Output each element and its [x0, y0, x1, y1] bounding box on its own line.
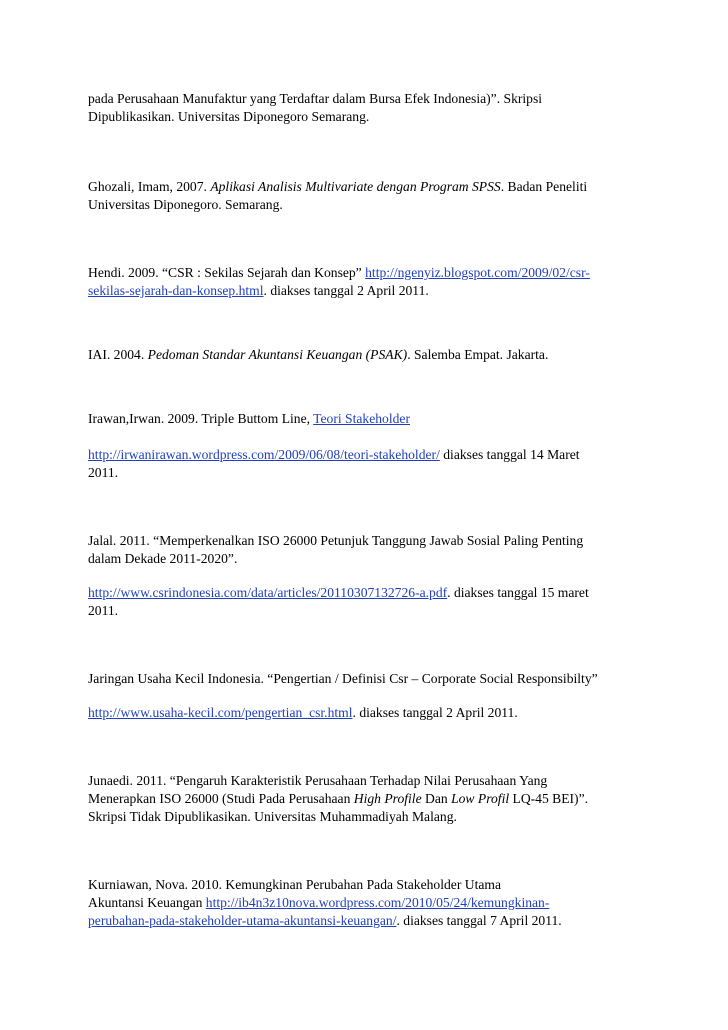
reference-text-line: pada Perusahaan Manufaktur yang Terdaftar dalam Bursa Efek Indonesia)”. Skripsi [88, 91, 543, 106]
reference-title: Aplikasi Analisis Multivariate dengan Program SPSS [210, 179, 501, 194]
reference-text-line: Jalal. 2011. “Memperkenalkan ISO 26000 Petunjuk Tanggung Jawab Sosial Paling Penting [88, 533, 584, 548]
reference-url-link[interactable]: perubahan-pada-stakeholder-utama-akuntansi-keuangan/ [88, 913, 397, 928]
reference-access-date: diakses tanggal 14 Maret [439, 447, 580, 462]
reference-italic-term: High Profile [353, 791, 422, 806]
reference-author: Ghozali, Imam, 2007. [88, 179, 211, 194]
reference-text-line: Universitas Diponegoro. Semarang. [88, 197, 283, 212]
reference-author: Hendi. 2009. “CSR : Sekilas Sejarah dan Konsep” [88, 265, 366, 280]
reference-text-segment: Dan [421, 791, 452, 806]
reference-author: Irawan,Irwan. 2009. Triple Buttom Line, [88, 411, 314, 426]
reference-text-line [88, 178, 587, 196]
reference-text-line [88, 446, 580, 464]
reference-url-link[interactable]: http://ngenyiz.blogspot.com/2009/02/csr- [365, 265, 590, 280]
reference-title: Pedoman Standar Akuntansi Keuangan (PSAK) [147, 347, 408, 362]
reference-text-line: Kurniawan, Nova. 2010. Kemungkinan Perubahan Pada Stakeholder Utama [88, 877, 501, 892]
reference-text-segment: Menerapkan ISO 26000 (Studi Pada Perusahaan [88, 791, 354, 806]
reference-text-line [88, 282, 429, 300]
reference-text-line [88, 894, 549, 912]
reference-text-line: 2011. [88, 603, 119, 618]
reference-publisher: . Salemba Empat. Jakarta. [407, 347, 549, 362]
reference-access-date: . diakses tanggal 2 April 2011. [352, 705, 518, 720]
reference-text-segment: LQ-45 BEI)”. [509, 791, 589, 806]
reference-url-link[interactable]: sekilas-sejarah-dan-konsep.html [88, 283, 264, 298]
reference-url-link[interactable]: http://ib4n3z10nova.wordpress.com/2010/05/24/kemungkinan- [205, 895, 550, 910]
reference-text-line: dalam Dekade 2011-2020”. [88, 551, 238, 566]
reference-author: IAI. 2004. [88, 347, 148, 362]
reference-publisher: . Badan Peneliti [500, 179, 588, 194]
reference-access-date: . diakses tanggal 7 April 2011. [396, 913, 562, 928]
reference-access-date: . diakses tanggal 15 maret [447, 585, 589, 600]
reference-text-line [88, 410, 410, 428]
reference-text-line [88, 704, 518, 722]
reference-access-date: . diakses tanggal 2 April 2011. [263, 283, 429, 298]
reference-text-line [88, 346, 548, 364]
reference-text-line: Skripsi Tidak Dipublikasikan. Universitas Muhammadiyah Malang. [88, 809, 457, 824]
reference-text-segment: Akuntansi Keuangan [88, 895, 206, 910]
reference-text-line [88, 584, 589, 602]
reference-url-link[interactable]: http://www.usaha-kecil.com/pengertian_csr.html [88, 705, 353, 720]
reference-text-line [88, 264, 590, 282]
reference-link[interactable]: Teori Stakeholder [313, 411, 410, 426]
reference-text-line: 2011. [88, 465, 119, 480]
reference-url-link[interactable]: http://www.csrindonesia.com/data/articles/20110307132726-a.pdf [88, 585, 448, 600]
reference-italic-term: Low Profil [451, 791, 510, 806]
reference-text-line: Junaedi. 2011. “Pengaruh Karakteristik Perusahaan Terhadap Nilai Perusahaan Yang [88, 773, 548, 788]
reference-text-line [88, 912, 562, 930]
reference-text-line [88, 790, 588, 808]
reference-url-link[interactable]: http://irwanirawan.wordpress.com/2009/06/08/teori-stakeholder/ [88, 447, 440, 462]
reference-text-line: Jaringan Usaha Kecil Indonesia. “Pengertian / Definisi Csr – Corporate Social Responsibilty” [88, 671, 598, 686]
reference-text-line: Dipublikasikan. Universitas Diponegoro Semarang. [88, 109, 370, 124]
